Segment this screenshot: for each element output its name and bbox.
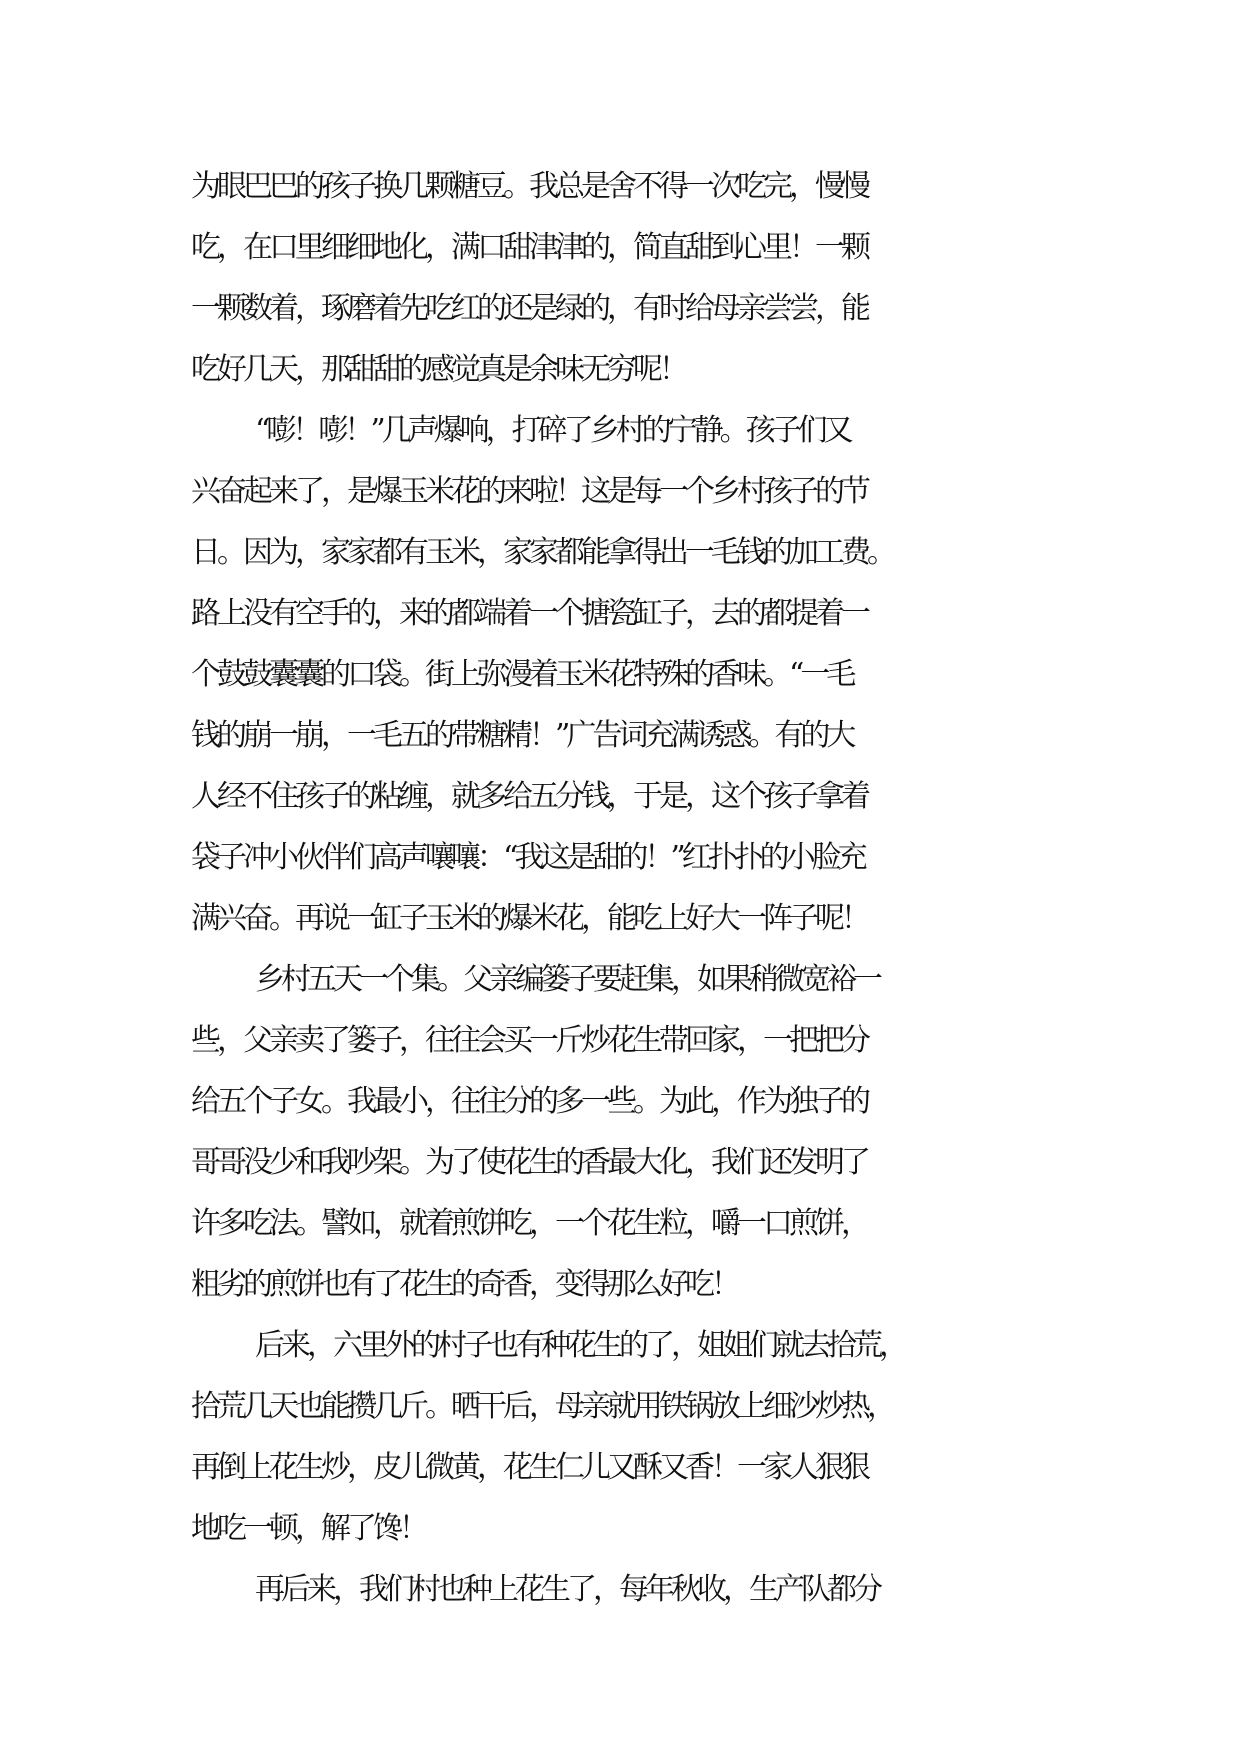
text-line: 日。因为，家家都有玉米，家家都能拿得出一毛钱的加工费。 <box>191 535 893 570</box>
text-line: 钱的崩一崩，一毛五的带糖精！”广告词充满诱惑。有的大 <box>191 718 853 753</box>
paragraph-first-line: 后来，六里外的村子也有种花生的了，姐姐们就去拾荒， <box>255 1328 905 1363</box>
body-text <box>191 156 1051 1620</box>
text-line: 个鼓鼓囊囊的口袋。街上弥漫着玉米花特殊的香味。“一毛 <box>191 657 853 692</box>
text-line: 许多吃法。譬如，就着煎饼吃，一个花生粒，嚼一口煎饼， <box>191 1206 867 1241</box>
text-line: 吃，在口里细细地化，满口甜津津的，简直甜到心里！一颗 <box>191 230 867 265</box>
text-line: 路上没有空手的，来的都端着一个搪瓷缸子，去的都提着一 <box>191 596 867 631</box>
paragraph-first-line: 乡村五天一个集。父亲编篓子要赶集，如果稍微宽裕一 <box>255 962 879 997</box>
text-line: 拾荒几天也能攒几斤。晒干后，母亲就用铁锅放上细沙炒热， <box>191 1389 893 1424</box>
text-line: 地吃一顿，解了馋！ <box>191 1511 425 1546</box>
text-line: 满兴奋。再说一缸子玉米的爆米花，能吃上好大一阵子呢！ <box>191 901 867 936</box>
text-line: 吃好几天，那甜甜的感觉真是余味无穷呢！ <box>191 352 685 387</box>
paragraph-first-line: “嘭！嘭！”几声爆响，打碎了乡村的宁静。孩子们又 <box>255 413 850 448</box>
text-line: 为眼巴巴的孩子换几颗糖豆。我总是舍不得一次吃完，慢慢 <box>191 169 867 204</box>
paragraph-first-line: 再后来，我们村也种上花生了，每年秋收，生产队都分 <box>255 1572 879 1607</box>
text-line: 一颗数着，琢磨着先吃红的还是绿的，有时给母亲尝尝，能 <box>191 291 867 326</box>
text-line: 给五个子女。我最小，往往分的多一些。为此，作为独子的 <box>191 1084 867 1119</box>
text-line: 再倒上花生炒，皮儿微黄，花生仁儿又酥又香！一家人狠狠 <box>191 1450 867 1485</box>
text-line: 些，父亲卖了篓子，往往会买一斤炒花生带回家，一把把分 <box>191 1023 867 1058</box>
text-line: 人经不住孩子的粘缠，就多给五分钱，于是，这个孩子拿着 <box>191 779 867 814</box>
text-line: 兴奋起来了，是爆玉米花的来啦！这是每一个乡村孩子的节 <box>191 474 867 509</box>
text-line: 粗劣的煎饼也有了花生的奇香，变得那么好吃！ <box>191 1267 737 1302</box>
text-line: 袋子冲小伙伴们高声嚷嚷：“我这是甜的！”红扑扑的小脸充 <box>191 840 864 875</box>
text-line: 哥哥没少和我吵架。为了使花生的香最大化，我们还发明了 <box>191 1145 867 1180</box>
